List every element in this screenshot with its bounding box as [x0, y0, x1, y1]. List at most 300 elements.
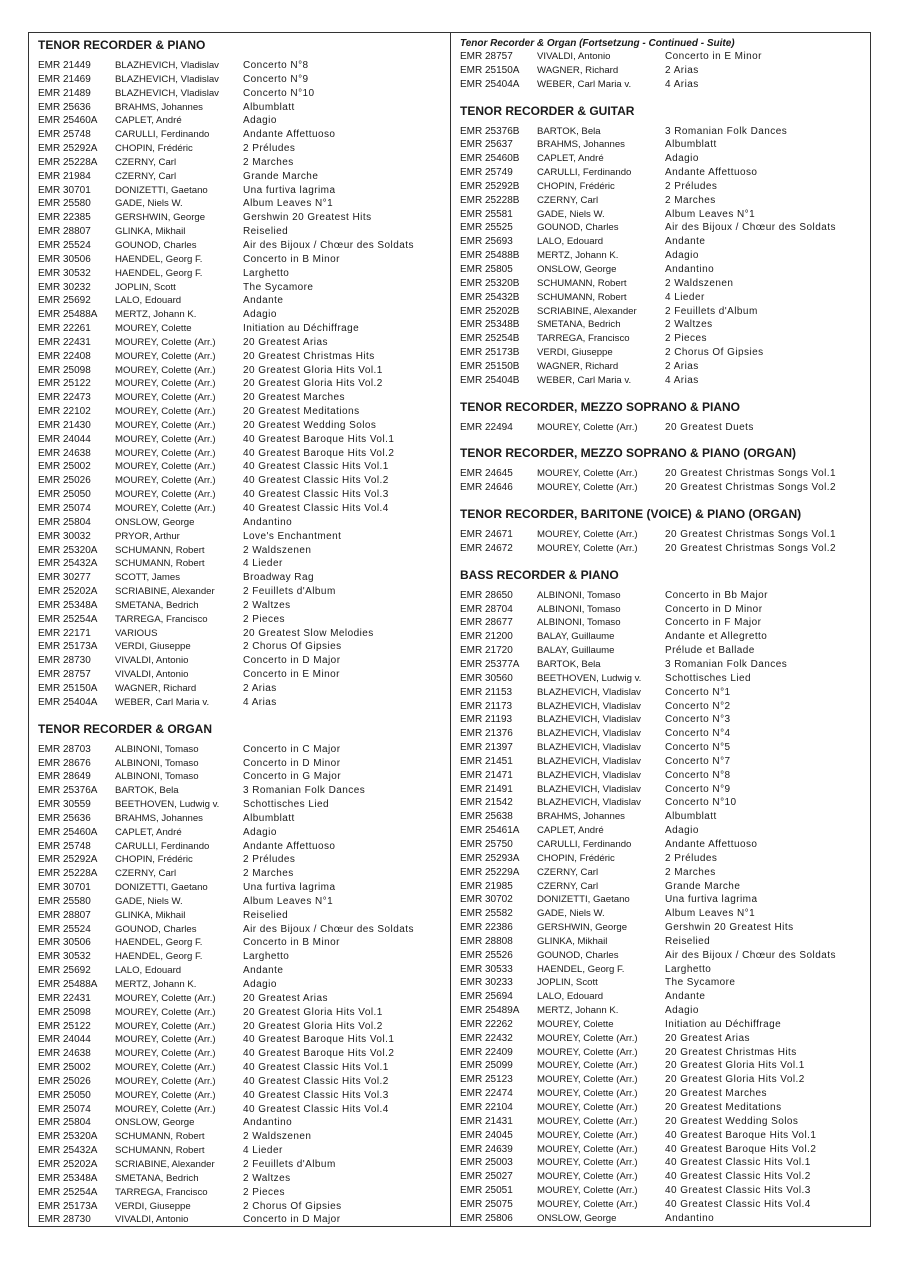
work-title: Andantino: [243, 516, 293, 528]
composer-name: BARTOK, Bela: [537, 659, 601, 670]
work-title: The Sycamore: [243, 281, 314, 293]
catalog-row: [460, 1059, 872, 1073]
catalog-row: [460, 78, 872, 92]
catalog-number: EMR 25254A: [38, 613, 98, 625]
work-title: 20 Greatest Gloria Hits Vol.2: [243, 1020, 383, 1032]
catalog-row: [460, 1115, 872, 1129]
catalog-number: EMR 25693: [460, 236, 513, 248]
composer-name: MOUREY, Colette (Arr.): [537, 1060, 638, 1072]
catalog-row: [460, 893, 872, 907]
work-title: Concerto in B Minor: [243, 253, 340, 265]
catalog-number: EMR 21542: [460, 797, 513, 809]
catalog-number: EMR 28757: [38, 669, 91, 681]
catalog-number: EMR 25524: [38, 923, 91, 935]
work-title: 20 Greatest Gloria Hits Vol.1: [665, 1060, 805, 1072]
catalog-row: [460, 208, 872, 222]
work-title: Una furtiva lagrima: [243, 882, 336, 894]
catalog-number: EMR 25432A: [38, 558, 98, 570]
catalog-row: [38, 87, 450, 101]
catalog-row: [38, 488, 450, 502]
catalog-row: [460, 305, 872, 319]
composer-name: MOUREY, Colette (Arr.): [115, 406, 216, 418]
composer-name: VIVALDI, Antonio: [115, 655, 189, 667]
catalog-row: [38, 433, 450, 447]
catalog-number: EMR 28757: [460, 51, 513, 62]
catalog-row: [38, 992, 450, 1006]
catalog-section: [460, 37, 872, 92]
work-title: Andantino: [665, 263, 715, 275]
work-title: Adagio: [665, 825, 699, 837]
catalog-row: [38, 1172, 450, 1186]
catalog-number: EMR 22102: [38, 406, 91, 418]
work-title: Larghetto: [243, 267, 290, 279]
work-title: Album Leaves N°1: [665, 208, 756, 220]
work-title: Concerto N°8: [665, 769, 731, 781]
catalog-row: [460, 360, 872, 374]
work-title: 40 Greatest Classic Hits Vol.1: [243, 461, 389, 473]
catalog-number: EMR 25460B: [460, 153, 520, 165]
work-title: Album Leaves N°1: [665, 908, 756, 920]
composer-name: SCHUMANN, Robert: [115, 1131, 205, 1143]
work-title: Concerto N°9: [665, 783, 731, 795]
composer-name: HAENDEL, Georg F.: [537, 963, 625, 975]
composer-name: VARIOUS: [115, 627, 158, 639]
composer-name: SCRIABINE, Alexander: [115, 586, 215, 598]
composer-name: WEBER, Carl Maria v.: [115, 696, 210, 708]
catalog-row: [460, 1212, 872, 1226]
work-title: Concerto in D Minor: [665, 603, 763, 615]
catalog-number: EMR 25582: [460, 908, 513, 920]
composer-name: BLAZHEVICH, Vladislav: [537, 700, 641, 712]
catalog-number: EMR 30560: [460, 672, 513, 684]
catalog-row: [460, 1129, 872, 1143]
catalog-row: [38, 239, 450, 253]
composer-name: MOUREY, Colette (Arr.): [537, 1185, 638, 1197]
work-title: 20 Greatest Slow Melodies: [243, 627, 374, 639]
catalog-row: [460, 907, 872, 921]
work-title: 40 Greatest Baroque Hits Vol.2: [243, 447, 395, 459]
catalog-row: [460, 528, 872, 542]
catalog-row: [460, 291, 872, 305]
composer-name: MERTZ, Johann K.: [537, 1005, 619, 1017]
work-title: 20 Greatest Gloria Hits Vol.1: [243, 1006, 383, 1018]
work-title: 20 Greatest Wedding Solos: [243, 419, 377, 431]
catalog-row: [38, 599, 450, 613]
catalog-number: EMR 25488A: [38, 979, 98, 990]
work-title: 40 Greatest Classic Hits Vol.2: [665, 1171, 811, 1183]
catalog-number: EMR 25173A: [38, 1200, 98, 1212]
catalog-number: EMR 21397: [460, 742, 513, 754]
catalog-row: [460, 810, 872, 824]
catalog-row: [460, 1032, 872, 1046]
composer-name: BLAZHEVICH, Vladislav: [537, 742, 641, 754]
catalog-row: [38, 211, 450, 225]
composer-name: MOUREY, Colette (Arr.): [115, 1062, 216, 1074]
catalog-number: EMR 30506: [38, 253, 91, 265]
composer-name: MOUREY, Colette (Arr.): [537, 468, 638, 480]
work-title: 40 Greatest Classic Hits Vol.1: [243, 1062, 389, 1074]
composer-name: MOUREY, Colette (Arr.): [537, 542, 638, 554]
work-title: Album Leaves N°1: [243, 895, 334, 907]
catalog-row: [38, 798, 450, 812]
work-title: Concerto in E Minor: [243, 669, 340, 681]
catalog-number: EMR 24671: [460, 529, 513, 541]
work-title: 2 Waldszenen: [665, 277, 734, 289]
catalog-row: [460, 221, 872, 235]
work-title: Concerto N°7: [665, 755, 731, 767]
catalog-number: EMR 21451: [460, 755, 513, 767]
catalog-row: [38, 978, 450, 992]
composer-name: MOUREY, Colette (Arr.): [115, 447, 216, 459]
composer-name: PRYOR, Arthur: [115, 530, 180, 542]
work-title: 2 Marches: [243, 156, 294, 168]
composer-name: ONSLOW, George: [115, 1117, 195, 1129]
catalog-row: [460, 235, 872, 249]
catalog-number: EMR 21173: [460, 700, 513, 712]
work-title: 40 Greatest Classic Hits Vol.2: [243, 1075, 389, 1087]
composer-name: DONIZETTI, Gaetano: [115, 184, 208, 196]
catalog-number: EMR 25150A: [460, 64, 520, 76]
catalog-number: EMR 30701: [38, 184, 91, 196]
catalog-row: [460, 249, 872, 263]
catalog-number: EMR 25404A: [38, 696, 98, 708]
catalog-number: EMR 25292A: [38, 143, 98, 155]
catalog-row: [460, 1073, 872, 1087]
catalog-row: [38, 474, 450, 488]
composer-name: CHOPIN, Frédéric: [115, 854, 193, 866]
work-title: Reiselied: [243, 226, 289, 238]
catalog-number: EMR 21489: [38, 87, 91, 99]
catalog-row: [38, 668, 450, 682]
work-title: Concerto N°1: [665, 686, 731, 698]
work-title: Adagio: [243, 309, 277, 321]
catalog-row: [460, 990, 872, 1004]
catalog-row: [460, 467, 872, 481]
composer-name: DONIZETTI, Gaetano: [537, 894, 630, 906]
catalog-row: [38, 613, 450, 627]
catalog-row: [460, 713, 872, 727]
work-title: Air des Bijoux / Chœur des Soldats: [665, 949, 836, 961]
work-title: 20 Greatest Marches: [243, 392, 345, 404]
catalog-number: EMR 30702: [460, 894, 513, 906]
composer-name: HAENDEL, Georg F.: [115, 253, 203, 265]
composer-name: MOUREY, Colette (Arr.): [537, 1143, 638, 1155]
catalog-row: [38, 840, 450, 854]
work-title: Albumblatt: [665, 139, 717, 151]
composer-name: MOUREY, Colette (Arr.): [537, 421, 638, 433]
catalog-row: [38, 1075, 450, 1089]
catalog-row: [38, 128, 450, 142]
catalog-section: [460, 445, 872, 495]
work-title: Andante: [665, 991, 706, 1003]
catalog-row: [460, 1198, 872, 1212]
work-title: 2 Pieces: [243, 613, 285, 625]
catalog-row: [460, 672, 872, 686]
work-title: 20 Greatest Arias: [665, 1032, 750, 1044]
catalog-row: [460, 1101, 872, 1115]
catalog-number: EMR 21449: [38, 60, 91, 71]
composer-name: ALBINONI, Tomaso: [115, 743, 199, 755]
composer-name: MOUREY, Colette (Arr.): [537, 1102, 638, 1113]
work-title: 20 Greatest Arias: [243, 992, 328, 1004]
catalog-number: EMR 25638: [460, 811, 513, 823]
catalog-row: [38, 585, 450, 599]
catalog-number: EMR 25122: [38, 378, 91, 390]
catalog-number: EMR 25254B: [460, 333, 520, 345]
catalog-number: EMR 28650: [460, 589, 513, 601]
section-heading: TENOR RECORDER, MEZZO SOPRANO & PIANO: [460, 399, 741, 414]
work-title: 4 Lieder: [243, 1145, 283, 1157]
catalog-section: [460, 567, 872, 1226]
catalog-row: [38, 743, 450, 757]
composer-name: JOPLIN, Scott: [537, 977, 598, 989]
work-title: Grande Marche: [665, 880, 741, 892]
catalog-row: [38, 1116, 450, 1130]
composer-name: CARULLI, Ferdinando: [115, 129, 210, 141]
work-title: Adagio: [665, 1005, 699, 1017]
work-title: 20 Greatest Christmas Hits: [665, 1046, 797, 1058]
catalog-number: EMR 24045: [460, 1129, 513, 1141]
work-title: 20 Greatest Duets: [665, 421, 754, 433]
work-title: Andante Affettuoso: [665, 838, 758, 850]
work-title: Concerto in D Major: [243, 1214, 341, 1226]
composer-name: MOUREY, Colette (Arr.): [115, 1089, 216, 1101]
catalog-row: [38, 253, 450, 267]
catalog-row: [460, 1143, 872, 1157]
catalog-number: EMR 30506: [38, 937, 91, 949]
catalog-row: [38, 950, 450, 964]
composer-name: GLINKA, Mikhail: [115, 909, 186, 921]
catalog-row: [38, 1186, 450, 1200]
composer-name: CHOPIN, Frédéric: [115, 143, 193, 155]
catalog-row: [460, 125, 872, 139]
composer-name: HAENDEL, Georg F.: [115, 267, 203, 279]
catalog-row: [460, 824, 872, 838]
catalog-row: [38, 923, 450, 937]
section-heading: TENOR RECORDER & ORGAN: [38, 721, 213, 736]
catalog-row: [38, 419, 450, 433]
composer-name: GOUNOD, Charles: [537, 222, 619, 234]
catalog-number: EMR 24672: [460, 542, 513, 554]
catalog-number: EMR 25404A: [460, 78, 520, 90]
catalog-row: [38, 1020, 450, 1034]
catalog-number: EMR 21430: [38, 419, 91, 431]
work-title: Reiselied: [665, 935, 711, 947]
catalog-row: [38, 377, 450, 391]
catalog-number: EMR 25173A: [38, 641, 98, 653]
catalog-number: EMR 25748: [38, 129, 91, 141]
catalog-number: EMR 28808: [460, 935, 513, 947]
catalog-row: [38, 853, 450, 867]
composer-name: ALBINONI, Tomaso: [115, 771, 199, 783]
catalog-row: [38, 1213, 450, 1227]
composer-name: GADE, Niels W.: [115, 198, 183, 210]
section-heading: TENOR RECORDER & GUITAR: [460, 103, 635, 118]
catalog-row: [460, 1087, 872, 1101]
work-title: Concerto N°4: [665, 728, 731, 740]
catalog-number: EMR 21193: [460, 714, 513, 726]
work-title: Andante: [243, 965, 284, 977]
composer-name: BLAZHEVICH, Vladislav: [537, 714, 641, 726]
composer-name: BLAZHEVICH, Vladislav: [537, 728, 641, 740]
catalog-number: EMR 25348A: [38, 1172, 98, 1184]
work-title: Concerto in B Minor: [243, 937, 340, 949]
composer-name: MOUREY, Colette: [537, 1018, 614, 1030]
catalog-row: [460, 658, 872, 672]
work-title: Una furtiva lagrima: [665, 894, 758, 906]
composer-name: MOUREY, Colette (Arr.): [537, 1046, 638, 1058]
work-title: 2 Préludes: [243, 143, 296, 155]
composer-name: ALBINONI, Tomaso: [537, 603, 621, 615]
composer-name: SCRIABINE, Alexander: [537, 305, 637, 317]
catalog-number: EMR 28807: [38, 226, 91, 238]
section-heading: Tenor Recorder & Organ (Fortsetzung - Continued - Suite): [460, 38, 735, 49]
catalog-number: EMR 25750: [460, 838, 513, 850]
work-title: 40 Greatest Classic Hits Vol.4: [243, 503, 389, 514]
composer-name: CHOPIN, Frédéric: [537, 852, 615, 864]
catalog-number: EMR 25074: [38, 503, 91, 514]
catalog-number: EMR 25804: [38, 1117, 91, 1129]
composer-name: BLAZHEVICH, Vladislav: [537, 755, 641, 767]
catalog-number: EMR 25228B: [460, 194, 520, 206]
work-title: 40 Greatest Classic Hits Vol.1: [665, 1157, 811, 1169]
catalog-number: EMR 25432A: [38, 1145, 98, 1157]
catalog-row: [38, 225, 450, 239]
work-title: 2 Marches: [665, 866, 716, 878]
composer-name: CAPLET, André: [537, 153, 604, 165]
catalog-number: EMR 22261: [38, 323, 91, 335]
composer-name: MOUREY, Colette (Arr.): [537, 1032, 638, 1044]
work-title: 4 Arias: [665, 78, 699, 90]
composer-name: JOPLIN, Scott: [115, 281, 176, 293]
catalog-number: EMR 25003: [460, 1157, 513, 1169]
work-title: 4 Lieder: [243, 558, 283, 570]
work-title: Concerto in D Minor: [243, 757, 341, 769]
catalog-row: [460, 838, 872, 852]
catalog-row: [38, 460, 450, 474]
catalog-number: EMR 25377A: [460, 659, 520, 670]
composer-name: BLAZHEVICH, Vladislav: [115, 87, 219, 99]
work-title: 20 Greatest Christmas Songs Vol.1: [665, 468, 837, 480]
composer-name: MOUREY, Colette (Arr.): [115, 433, 216, 445]
composer-name: MOUREY, Colette (Arr.): [115, 1034, 216, 1046]
catalog-number: EMR 25074: [38, 1103, 91, 1115]
catalog-row: [38, 156, 450, 170]
work-title: 20 Greatest Meditations: [243, 406, 360, 418]
catalog-number: EMR 28704: [460, 603, 513, 615]
composer-name: MOUREY, Colette (Arr.): [115, 1006, 216, 1018]
catalog-section: [460, 103, 872, 388]
composer-name: GADE, Niels W.: [115, 895, 183, 907]
catalog-row: [460, 616, 872, 630]
composer-name: VERDI, Giuseppe: [115, 1200, 191, 1212]
catalog-row: [460, 880, 872, 894]
catalog-number: EMR 25050: [38, 489, 91, 501]
catalog-number: EMR 25376B: [460, 125, 520, 137]
work-title: Concerto in Bb Major: [665, 589, 768, 601]
work-title: 2 Waldszenen: [243, 1131, 312, 1143]
catalog-number: EMR 28730: [38, 655, 91, 667]
composer-name: MERTZ, Johann K.: [115, 979, 197, 990]
composer-name: BALAY, Guillaume: [537, 631, 615, 643]
composer-name: TARREGA, Francisco: [115, 613, 208, 625]
composer-name: ONSLOW, George: [537, 1212, 617, 1224]
catalog-row: [460, 755, 872, 769]
composer-name: BLAZHEVICH, Vladislav: [537, 783, 641, 795]
catalog-row: [38, 1006, 450, 1020]
work-title: 2 Waltzes: [665, 319, 713, 331]
composer-name: BEETHOVEN, Ludwig v.: [537, 672, 642, 684]
composer-name: CARULLI, Ferdinando: [115, 840, 210, 852]
work-title: Adagio: [243, 979, 277, 990]
work-title: Concerto N°3: [665, 714, 731, 726]
catalog-row: [460, 374, 872, 388]
catalog-number: EMR 28807: [38, 909, 91, 921]
composer-name: SMETANA, Bedrich: [115, 599, 199, 611]
catalog-row: [38, 308, 450, 322]
catalog-number: EMR 22385: [38, 212, 91, 224]
catalog-number: EMR 25002: [38, 461, 91, 473]
composer-name: MOUREY, Colette (Arr.): [115, 992, 216, 1004]
catalog-row: [460, 700, 872, 714]
catalog-row: [38, 770, 450, 784]
catalog-number: EMR 21376: [460, 728, 513, 740]
work-title: 2 Arias: [665, 360, 699, 372]
catalog-row: [38, 294, 450, 308]
composer-name: SCHUMANN, Robert: [115, 558, 205, 570]
catalog-number: EMR 25320A: [38, 544, 98, 556]
work-title: 4 Arias: [243, 696, 277, 708]
catalog-number: EMR 24638: [38, 447, 91, 459]
catalog-number: EMR 30532: [38, 951, 91, 963]
composer-name: SCHUMANN, Robert: [537, 277, 627, 289]
catalog-number: EMR 25805: [460, 263, 513, 275]
work-title: Concerto in C Major: [243, 743, 341, 755]
work-title: Concerto N°9: [243, 73, 309, 85]
catalog-number: EMR 25050: [38, 1089, 91, 1101]
composer-name: MOUREY, Colette (Arr.): [115, 475, 216, 487]
work-title: Andante: [665, 236, 706, 248]
catalog-number: EMR 25320A: [38, 1131, 98, 1143]
work-title: 2 Marches: [243, 868, 294, 880]
composer-name: VIVALDI, Antonio: [115, 669, 189, 681]
catalog-row: [38, 350, 450, 364]
catalog-number: EMR 30532: [38, 267, 91, 279]
catalog-number: EMR 28677: [460, 617, 513, 629]
work-title: 20 Greatest Marches: [665, 1088, 767, 1100]
catalog-number: EMR 30232: [38, 281, 91, 293]
work-title: 2 Feuillets d'Album: [243, 1158, 336, 1170]
catalog-row: [38, 447, 450, 461]
catalog-number: EMR 25694: [460, 991, 513, 1003]
composer-name: CZERNY, Carl: [537, 194, 599, 206]
work-title: Concerto in D Major: [243, 655, 341, 667]
catalog-row: [38, 1103, 450, 1117]
work-title: 2 Waltzes: [243, 599, 291, 611]
catalog-row: [460, 976, 872, 990]
composer-name: SMETANA, Bedrich: [115, 1172, 199, 1184]
work-title: 2 Feuillets d'Album: [243, 586, 336, 598]
work-title: 2 Pieces: [665, 333, 707, 345]
work-title: 2 Préludes: [243, 854, 296, 866]
composer-name: CARULLI, Ferdinando: [537, 167, 632, 179]
work-title: 4 Arias: [665, 374, 699, 386]
catalog-row: [460, 783, 872, 797]
work-title: Concerto in F Major: [665, 617, 762, 629]
catalog-row: [460, 921, 872, 935]
composer-name: MERTZ, Johann K.: [537, 250, 619, 262]
work-title: 2 Arias: [243, 682, 277, 694]
